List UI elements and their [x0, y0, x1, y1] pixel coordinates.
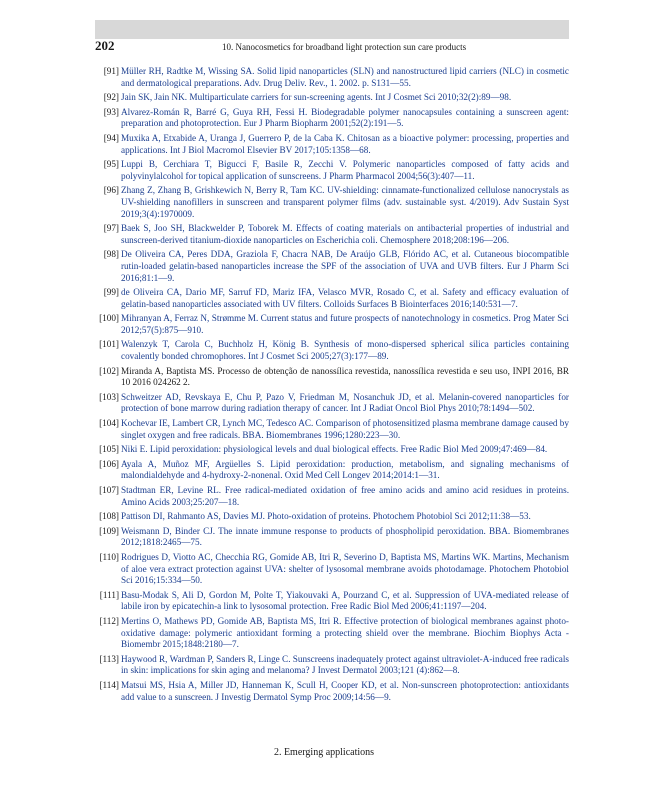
reference-item	[95, 366, 569, 389]
reference-link[interactable]: Muxika A, Etxabide A, Uranga J, Guerrero P, de la Caba K. Chitosan as a bioactive polymer: processing, properties and applications. Int J Biol Macromol Elsevier BV 2017;105:1358—68.	[121, 132, 569, 155]
reference-item	[95, 552, 569, 587]
reference-number: [97]	[103, 223, 119, 234]
reference-link[interactable]: Zhang Z, Zhang B, Grishkewich N, Berry R, Tam KC. UV-shielding: cinnamate-functionalized cellulose nanocrystals as UV-shielding nanofillers in sunscreen and transparent polymer films (adv. sustainable syst. 4/2019). Adv Sustain Syst 2019;3(4):1970009.	[121, 185, 569, 219]
reference-item	[95, 107, 569, 130]
reference-link[interactable]: Mertins O, Mathews PD, Gomide AB, Baptista MS, Itri R. Effective protection of biological membranes against photo-oxidative damage: polymeric antioxidant forming a protecting shield over the membrane. Biochim Biophys Acta - Biomembr 2015;1848:2180—7.	[121, 615, 569, 650]
reference-number: [114]	[99, 679, 119, 690]
reference-link[interactable]: Pattison DI, Rahmanto AS, Davies MJ. Photo-oxidation of proteins. Photochem Photobiol Sci 2012;11:38—53.	[121, 511, 531, 522]
reference-link[interactable]: de Oliveira CA, Dario MF, Sarruf FD, Mariz IFA, Velasco MVR, Rosado C, et al. Safety and efficacy evaluation of gelatin-based nanoparticles associated with UV filters. Colloids Surfaces B Biointerfaces 2016;140:531—7.	[121, 287, 569, 309]
reference-number: [100]	[99, 313, 119, 324]
reference-link[interactable]: Walenzyk T, Carola C, Buchholz H, König B. Synthesis of mono-dispersed spherical silica particles containing covalently bonded chromophores. Int J Cosmet Sci 2005;27(3):177—89.	[121, 339, 569, 362]
reference-number: [92]	[103, 92, 119, 103]
header-bar	[95, 20, 569, 39]
reference-link[interactable]: Müller RH, Radtke M, Wissing SA. Solid lipid nanoparticles (SLN) and nanostructured lipid carriers (NLC) in cosmetic and dermatological preparations. Adv. Drug Deliv. Rev., 1. 2002. p. S131—55.	[121, 66, 569, 88]
reference-number: [103]	[99, 391, 119, 402]
reference-number: [106]	[99, 458, 119, 469]
reference-link[interactable]: Baek S, Joo SH, Blackwelder P, Toborek M. Effects of coating materials on antibacterial properties of industrial and sunscreen-derived titanium-dioxide nanoparticles on Escherichia coli. Chemosphere 2018;208:196—206.	[121, 223, 569, 245]
reference-link[interactable]: Alvarez-Román R, Barré G, Guya RH, Fessi H. Biodegradable polymer nanocapsules containing a sunscreen agent: preparation and photoprotection. Eur J Pharm Biopharm 2001;52(2):191—5.	[121, 106, 569, 129]
reference-item	[95, 313, 569, 336]
reference-number: [112]	[99, 615, 119, 626]
reference-item	[95, 526, 569, 549]
reference-item	[95, 418, 569, 441]
footer-section-label: 2. Emerging applications	[273, 747, 375, 758]
reference-item	[95, 287, 569, 310]
reference-item	[95, 616, 569, 651]
reference-link[interactable]: Rodrigues D, Viotto AC, Checchia RG, Gomide AB, Itri R, Severino D, Baptista MS, Martins WK. Martins, Mechanism of aloe vera extract protection against UVA: shelter of lysosomal membrane avoids photodamage. Photochem Photobiol Sci 2016;15:334—50.	[121, 551, 569, 586]
page-number: 202	[95, 38, 115, 53]
reference-link[interactable]: Jain SK, Jain NK. Multiparticulate carriers for sun-screening agents. Int J Cosmet Sci 2010;32(2):89—98.	[121, 92, 512, 103]
reference-text: Miranda A, Baptista MS. Processo de obtenção de nanossílica revestida, nanossílica revestida e seu uso, INPI 2016, BR 10 2016 024262 2.	[121, 365, 569, 388]
reference-item	[95, 223, 569, 246]
reference-link[interactable]: Kochevar IE, Lambert CR, Lynch MC, Tedesco AC. Comparison of photosensitized plasma membrane damage caused by singlet oxygen and free radicals. BBA. Biomembranes 1996;1280:223—30.	[121, 418, 569, 440]
reference-number: [104]	[99, 418, 119, 429]
reference-number: [105]	[99, 444, 119, 455]
reference-list	[95, 66, 569, 706]
reference-item	[95, 459, 569, 482]
reference-link[interactable]: Niki E. Lipid peroxidation: physiological levels and dual biological effects. Free Radic Biol Med 2009;47:469—84.	[121, 444, 548, 455]
reference-link[interactable]: Haywood R, Wardman P, Sanders R, Linge C. Sunscreens inadequately protect against ultraviolet-A-induced free radicals in skin: implications for skin aging and melanoma? J Invest Dermatol 2003;121 (4):862—8.	[121, 653, 569, 676]
reference-link[interactable]: Schweitzer AD, Revskaya E, Chu P, Pazo V, Friedman M, Nosanchuk JD, et al. Melanin-covered nanoparticles for protection of bone marrow during radiation therapy of cancer. Int J Radiat Oncol Biol Phys 2010;78:1494—502.	[121, 391, 569, 414]
reference-item	[95, 92, 569, 104]
reference-number: [108]	[99, 511, 119, 522]
reference-item	[95, 339, 569, 362]
reference-number: [95]	[103, 159, 119, 170]
reference-item	[95, 185, 569, 220]
reference-item	[95, 654, 569, 677]
reference-number: [102]	[99, 365, 119, 376]
reference-number: [98]	[103, 249, 119, 260]
reference-item	[95, 590, 569, 613]
reference-item	[95, 511, 569, 523]
reference-link[interactable]: Basu-Modak S, Ali D, Gordon M, Polte T, Yiakouvaki A, Pourzand C, et al. Suppression of UVA-mediated release of labile iron by epicatechin-a link to lysosomal protection. Free Radic Biol Med 2006;41:1197—204.	[121, 589, 569, 612]
reference-number: [113]	[99, 653, 119, 664]
reference-item	[95, 249, 569, 284]
reference-item	[95, 159, 569, 182]
reference-item	[95, 680, 569, 703]
reference-link[interactable]: Weismann D, Binder CJ. The innate immune response to products of phospholipid peroxidation. BBA. Biomembranes 2012;1818:2465—75.	[121, 525, 569, 548]
reference-number: [111]	[99, 589, 119, 600]
reference-link[interactable]: Matsui MS, Hsia A, Miller JD, Hanneman K, Scull H, Cooper KD, et al. Non-sunscreen photoprotection: antioxidants add value to a sunscreen. J Investig Dermatol Symp Proc 2009;14:56—9.	[121, 679, 569, 702]
reference-link[interactable]: Ayala A, Muñoz MF, Argüelles S. Lipid peroxidation: production, metabolism, and signaling mechanisms of malondialdehyde and 4-hydroxy-2-nonenal. Oxid Med Cell Longev 2014;2014:1—31.	[121, 458, 569, 481]
reference-item	[95, 444, 569, 456]
reference-number: [99]	[103, 287, 119, 298]
reference-link[interactable]: Luppi B, Cerchiara T, Bigucci F, Basile R, Zecchi V. Polymeric nanoparticles composed of fatty acids and polyvinylalcohol for topical application of sunscreens. J Pharm Pharmacol 2004;56(3):407—11.	[121, 159, 569, 181]
reference-number: [107]	[99, 485, 119, 495]
reference-link[interactable]: De Oliveira CA, Peres DDA, Graziola F, Chacra NAB, De Araújo GLB, Flórido AC, et al. Cutaneous biocompatible rutin-loaded gelatin-based nanoparticles increase the SPF of the association of UVA and UVB filters. Eur J Pharm Sci 2016;81:1—9.	[121, 249, 569, 283]
reference-number: [110]	[99, 551, 119, 562]
reference-number: [91]	[103, 66, 119, 76]
reference-number: [109]	[99, 525, 119, 536]
reference-item	[95, 133, 569, 156]
reference-link[interactable]: Stadtman ER, Levine RL. Free radical-mediated oxidation of free amino acids and amino acid residues in proteins. Amino Acids 2003;25:207—18.	[121, 485, 569, 507]
reference-item	[95, 66, 569, 89]
reference-number: [101]	[99, 339, 119, 350]
reference-link[interactable]: Mihranyan A, Ferraz N, Strømme M. Current status and future prospects of nanotechnology in cosmetics. Prog Mater Sci 2012;57(5):875—910.	[121, 313, 569, 335]
running-title: 10. Nanocosmetics for broadband light protection sun care products	[222, 42, 467, 52]
reference-item	[95, 392, 569, 415]
reference-number: [94]	[103, 132, 119, 143]
reference-number: [96]	[103, 185, 119, 196]
reference-item	[95, 485, 569, 508]
reference-number: [93]	[103, 106, 119, 117]
